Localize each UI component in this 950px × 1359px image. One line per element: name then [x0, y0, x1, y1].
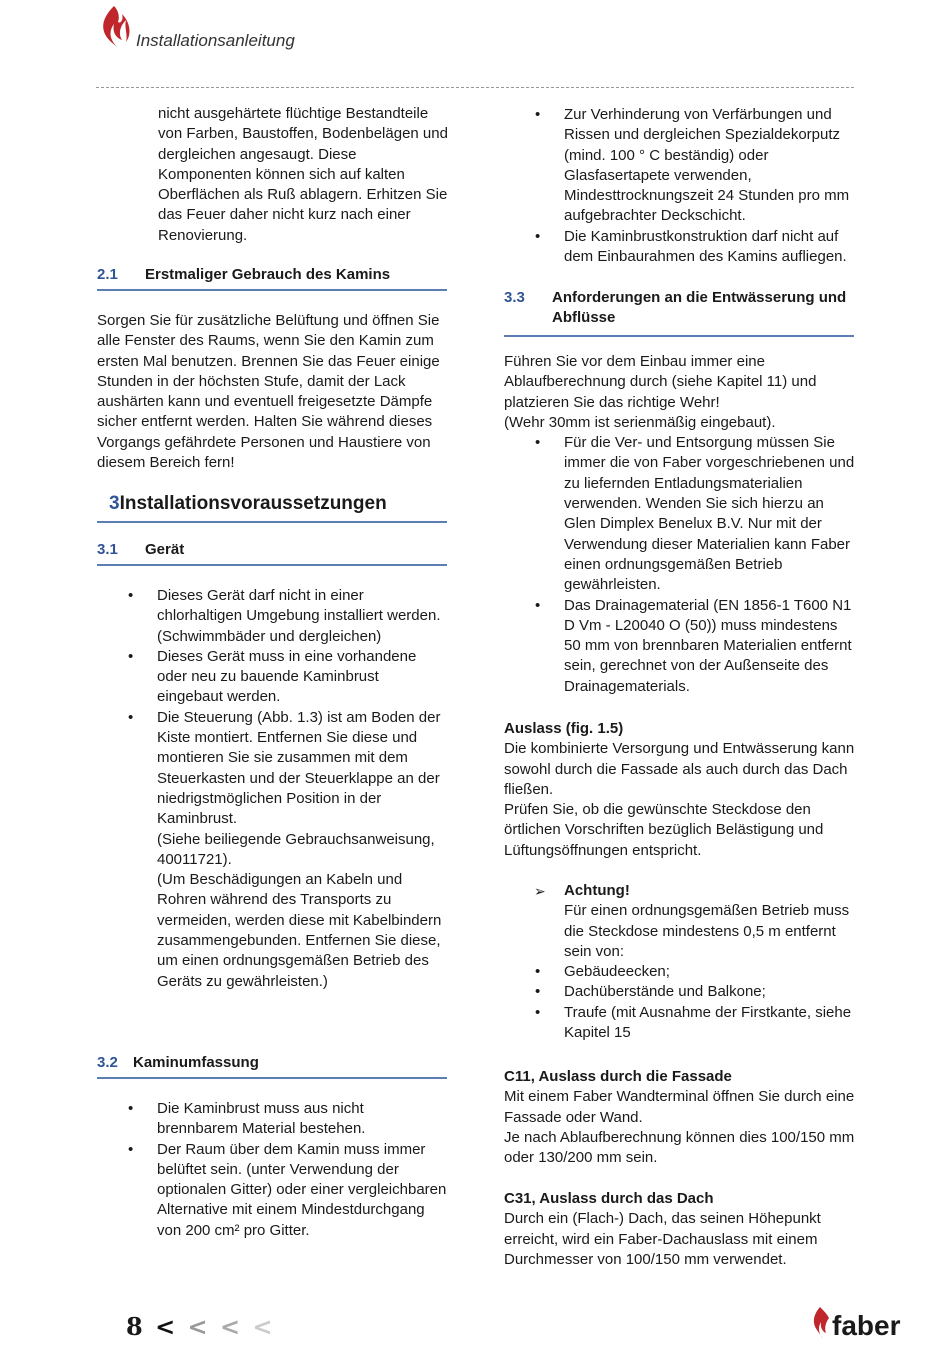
section-3-2-list: [97, 1099, 447, 1241]
bullet-icon: •: [128, 587, 134, 604]
section-number: 3.2: [97, 1054, 118, 1071]
header-title: Installationsanleitung: [136, 31, 295, 50]
section-3-heading: [97, 493, 447, 523]
intro-text: nicht ausgehärtete flüchtige Bestandteile von Farben, Baustoffen, Bodenbelägen und dergleichen angesaugt. Diese Komponenten können sich auf kalten Oberflächen als Ruß ablagern. Erhitzen Sie das Feuer daher nicht kurz nach einer Renovierung.: [158, 105, 448, 244]
paragraph: Je nach Ablaufberechnung können dies 100/150 mm oder 130/200 mm sein.: [504, 1128, 855, 1167]
section-text: (Wehr 30mm ist serienmäßig eingebaut).: [504, 413, 776, 431]
section-3-3-body: [504, 352, 856, 697]
nav-chevron[interactable]: <: [220, 1312, 241, 1341]
bullet-icon: •: [128, 1100, 134, 1117]
paragraph: Mit einem Faber Wandterminal öffnen Sie durch eine Fassade oder Wand.: [504, 1088, 855, 1126]
warning-text: Für einen ordnungsgemäßen Betrieb muss die Steckdose mindestens 0,5 m entfernt sein von:: [564, 902, 850, 960]
bullet-icon: •: [128, 647, 134, 665]
list-item: • Dachüberstände und Balkone;: [504, 982, 856, 1002]
section-text: Sorgen Sie für zusätzliche Belüftung und öffnen Sie alle Fenster des Raums, wenn Sie den Kamin zum ersten Mal benutzen. Brennen Sie das Feuer einige Stunden in der höchsten Stufe, damit der Lack aushärten kann und eventuell freigesetzte Dämpfe sicher entfernt werden. Halten Sie während dieses Vorgangs gefährdete Personen und Haustiere von diesem Bereich fern!: [97, 312, 440, 472]
header-divider: [96, 87, 854, 88]
section-title: Anforderungen an die Entwässerung und Abflüsse: [552, 289, 847, 327]
section-number: 3.1: [97, 541, 118, 558]
section-title: Erstmaliger Gebrauch des Kamins: [145, 266, 391, 283]
achtung-block: [504, 881, 856, 1043]
paragraph: Durch ein (Flach-) Dach, das seinen Höhepunkt erreicht, wird ein Faber-Dachauslass mit einem Durchmesser von 100/150 mm verwendet.: [504, 1210, 821, 1268]
section-2-1-body: [97, 311, 449, 473]
subheading: Auslass (fig. 1.5): [504, 720, 624, 737]
auslass-block: [504, 719, 856, 861]
bullet-icon: •: [535, 434, 541, 452]
list-item: • Die Steuerung (Abb. 1.3) ist am Boden der Kiste montiert. Entfernen Sie diese und montieren Sie sie zusammen mit dem Steuerkasten und der Steuerklappe an der niedrigstmöglichen Position in der Kaminbrust. (Siehe beiliegende Gebrauchsanweisung, 40011721). (Um Beschädigungen an Kabeln und Rohren während des Transports zu vermeiden, werden diese mit Kabelbindern zusammengebunden. Entfernen Sie diese, um einen ordnungsgemäßen Betrieb des Geräts zu gewährleisten.): [97, 708, 447, 992]
section-3-1-heading: [97, 541, 447, 566]
bullet-icon: •: [128, 708, 134, 726]
bullet-icon: •: [535, 963, 541, 981]
paragraph: Die kombinierte Versorgung und Entwässerung kann sowohl durch die Fassade als auch durch das Dach fließen.: [504, 740, 855, 798]
flame-icon: [810, 1306, 830, 1340]
section-title: Installationsvoraussetzungen: [119, 493, 387, 514]
list-item-continuation: (Um Beschädigungen an Kabeln und Rohren während des Transports zu vermeiden, werden diese mit Kabelbindern zusammengebunden. Entfernen Sie diese, um einen ordnungsgemäßen Betrieb des Geräts zu gewährleisten.): [157, 871, 442, 990]
paragraph: Prüfen Sie, ob die gewünschte Steckdose den örtlichen Vorschriften bezüglich Belästigung und Lüftungsöffnungen entspricht.: [504, 801, 824, 859]
section-3-2-heading: [97, 1054, 447, 1079]
section-2-1-heading: [97, 266, 447, 291]
section-number: 2.1: [97, 266, 118, 283]
list-item: • Zur Verhinderung von Verfärbungen und Rissen und dergleichen Spezialdekorputz (mind. 100 ° C beständig) oder Glasfasertapete verwenden, Mindesttrocknungszeit 24 Stunden pro mm aufgebrachter Deckschicht.: [535, 106, 850, 225]
page-number-nav: [126, 1312, 277, 1341]
section-text: Führen Sie vor dem Einbau immer eine Ablaufberechnung durch (siehe Kapitel 11) und platzieren Sie das richtige Wehr!: [504, 353, 817, 411]
brand-name: faber: [832, 1310, 901, 1341]
subheading: C31, Auslass durch das Dach: [504, 1190, 714, 1207]
list-item: • Gebäudeecken;: [504, 962, 856, 982]
nav-chevron[interactable]: <: [155, 1312, 176, 1341]
bullet-icon: •: [535, 1003, 541, 1021]
bullet-icon: •: [535, 983, 541, 1001]
list-item: • Das Drainagematerial (EN 1856-1 T600 N1 D Vm - L20040 O (50)) muss mindestens 50 mm von brennbaren Materialien entfernt sein, gerechnet von der Außenseite des Drainagematerials.: [535, 596, 852, 695]
nav-chevron[interactable]: <: [252, 1312, 273, 1341]
section-3-1-list: [97, 586, 447, 992]
section-title: Kaminumfassung: [133, 1054, 259, 1071]
list-item: • Die Kaminbrust muss aus nicht brennbarem Material bestehen.: [128, 1100, 366, 1138]
warning-item: [504, 881, 856, 962]
warning-title: Achtung!: [564, 882, 630, 899]
list-item: • Dieses Gerät darf nicht in einer chlorhaltigen Umgebung installiert werden. (Schwimmbäder und dergleichen): [128, 587, 441, 645]
c11-block: [504, 1067, 856, 1168]
bullet-icon: •: [535, 106, 541, 123]
bullet-icon: •: [128, 1140, 134, 1158]
bullet-icon: •: [535, 596, 541, 614]
section-number: 3: [109, 493, 120, 514]
flame-logo-icon: [96, 4, 132, 50]
section-title: Gerät: [145, 541, 185, 558]
list-item: • Die Kaminbrustkonstruktion darf nicht auf dem Einbaurahmen des Kamins aufliegen.: [535, 227, 847, 266]
page-number: 8: [126, 1312, 143, 1341]
list-item-continuation: (Siehe beiliegende Gebrauchsanweisung, 40011721).: [157, 830, 435, 868]
section-3-3-heading: [504, 288, 854, 337]
list-item: • Für die Ver- und Entsorgung müssen Sie immer die von Faber vorgeschriebenen und zu liefernden Entladungsmaterialien verwenden. Wenden Sie sich hierzu an Glen Dimplex Benelux B.V. Nur mit der Verwendung dieser Materialien kann Faber einen ordnungsgemäßen Betrieb gewährleisten.: [535, 434, 855, 594]
list-item: • Dieses Gerät muss in eine vorhandene oder neu zu bauende Kaminbrust eingebaut werden.: [128, 647, 417, 706]
section-number: 3.3: [504, 289, 525, 306]
bullet-icon: •: [535, 227, 541, 245]
left-intro-paragraph: [158, 104, 453, 246]
nav-chevron[interactable]: <: [187, 1312, 208, 1341]
faber-logo: [810, 1304, 910, 1340]
c31-block: [504, 1189, 856, 1270]
right-top-list: [504, 105, 856, 267]
arrow-bullet-icon: ➢: [534, 883, 546, 899]
list-item: • Traufe (mit Ausnahme der Firstkante, siehe Kapitel 15: [535, 1003, 852, 1042]
subheading: C11, Auslass durch die Fassade: [504, 1068, 732, 1085]
list-item: • Der Raum über dem Kamin muss immer belüftet sein. (unter Verwendung der optionalen Gitter) oder einer vergleichbaren Alternative mit einem Mindestdurchgang von 200 cm² pro Gitter.: [128, 1140, 447, 1239]
